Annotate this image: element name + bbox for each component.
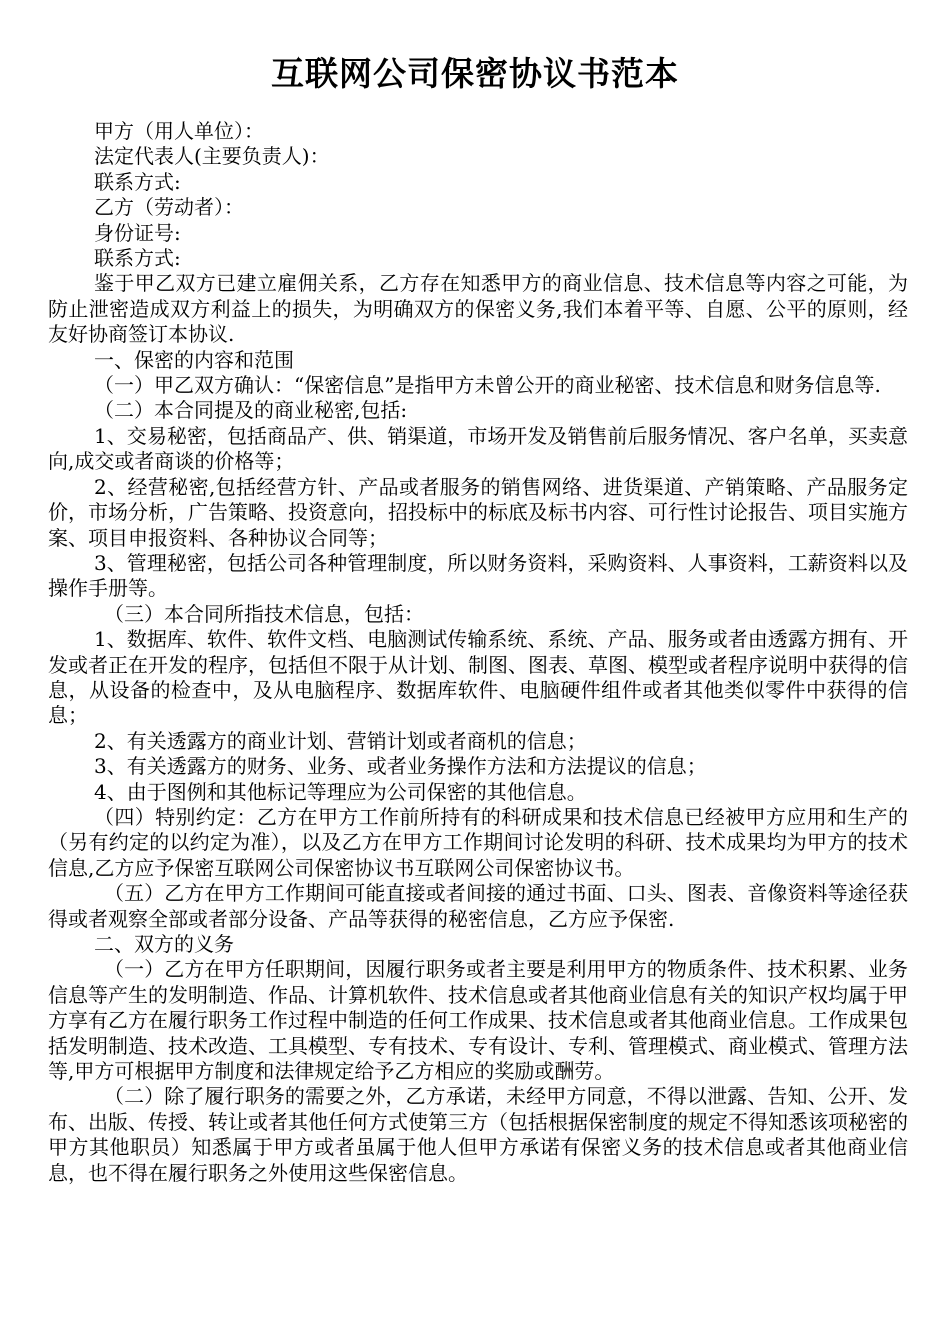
clause-paragraph: （四）特别约定：乙方在甲方工作前所持有的科研成果和技术信息已经被甲方应用和生产的（另有约定的以约定为准），以及乙方在甲方工作期间讨论发明的科研、技术成果均为甲方的技术信息,乙方应予保密互联网公司保密协议书互联网公司保密协议书。: [48, 804, 908, 880]
preamble-paragraph: 鉴于甲乙双方已建立雇佣关系，乙方存在知悉甲方的商业信息、技术信息等内容之可能，为防止泄密造成双方利益上的损失，为明确双方的保密义务,我们本着平等、自愿、公平的原则，经友好协商签订本协议.: [48, 271, 908, 347]
id-number-line: 身份证号:: [94, 220, 181, 245]
document-body: [48, 119, 908, 1186]
legal-representative-line: 法定代表人(主要负责人)：: [94, 144, 330, 169]
list-item: 1、数据库、软件、软件文档、电脑测试传输系统、系统、产品、服务或者由透露方拥有、开发或者正在开发的程序，包括但不限于从计划、制图、图表、草图、模型或者程序说明中获得的信息，从设备的检查中，及从电脑程序、数据库软件、电脑硬件组件或者其他类似零件中获得的信息；: [48, 627, 908, 728]
section-heading: 二、双方的义务: [94, 932, 234, 956]
list-item: 3、有关透露方的财务、业务、或者业务操作方法和方法提议的信息；: [94, 754, 707, 779]
party-a-contact-line: 联系方式:: [94, 169, 181, 194]
clause-paragraph: （一）甲乙双方确认：“保密信息”是指甲方未曾公开的商业秘密、技术信息和财务信息等.: [94, 373, 881, 398]
list-item: 2、有关透露方的商业计划、营销计划或者商机的信息；: [94, 728, 587, 753]
party-a-line: 甲方（用人单位）：: [94, 119, 264, 143]
clause-paragraph: （二）除了履行职务的需要之外，乙方承诺，未经甲方同意，不得以泄露、告知、公开、发布、出版、传授、转让或者其他任何方式使第三方（包括根据保密制度的规定不得知悉该项秘密的甲方其他职员）知悉属于甲方或者虽属于他人但甲方承诺有保密义务的技术信息或者其他商业信息，也不得在履行职务之外使用这些保密信息。: [48, 1084, 908, 1185]
clause-heading: （二）本合同提及的商业秘密,包括:: [94, 398, 408, 423]
party-b-contact-line: 联系方式:: [94, 246, 181, 271]
clause-paragraph: （五）乙方在甲方工作期间可能直接或者间接的通过书面、口头、图表、音像资料等途径获得或者观察全部或者部分设备、产品等获得的秘密信息，乙方应予保密.: [48, 881, 908, 931]
list-item: 3、管理秘密，包括公司各种管理制度，所以财务资料，采购资料、人事资料，工薪资料以及操作手册等。: [48, 550, 908, 601]
list-item: 4、由于图例和其他标记等理应为公司保密的其他信息。: [94, 779, 587, 804]
list-item: 1、交易秘密，包括商品产、供、销渠道，市场开发及销售前后服务情况、客户名单，买卖意向,成交或者商谈的价格等；: [48, 423, 908, 474]
clause-paragraph: （一）乙方在甲方任职期间，因履行职务或者主要是利用甲方的物质条件、技术积累、业务信息等产生的发明制造、作品、计算机软件、技术信息或者其他商业信息有关的知识产权均属于甲方享有乙方在履行职务工作过程中制造的任何工作成果、技术信息或者其他商业信息。工作成果包括发明制造、技术改造、工具模型、专有技术、专有设计、专利、管理模式、商业模式、管理方法等,甲方可根据甲方制度和法律规定给予乙方相应的奖励或酬劳。: [48, 957, 908, 1084]
document-title: 互联网公司保密协议书范本: [271, 54, 679, 93]
party-b-line: 乙方（劳动者）：: [94, 195, 244, 220]
clause-heading: （三）本合同所指技术信息，包括：: [104, 601, 424, 626]
list-item: 2、经营秘密,包括经营方针、产品或者服务的销售网络、进货渠道、产销策略、产品服务定价，市场分析，广告策略、投资意向，招投标中的标底及标书内容、可行性讨论报告、项目实施方案、项目申报资料、各种协议合同等；: [48, 474, 908, 550]
section-heading: 一、保密的内容和范围: [94, 347, 294, 372]
